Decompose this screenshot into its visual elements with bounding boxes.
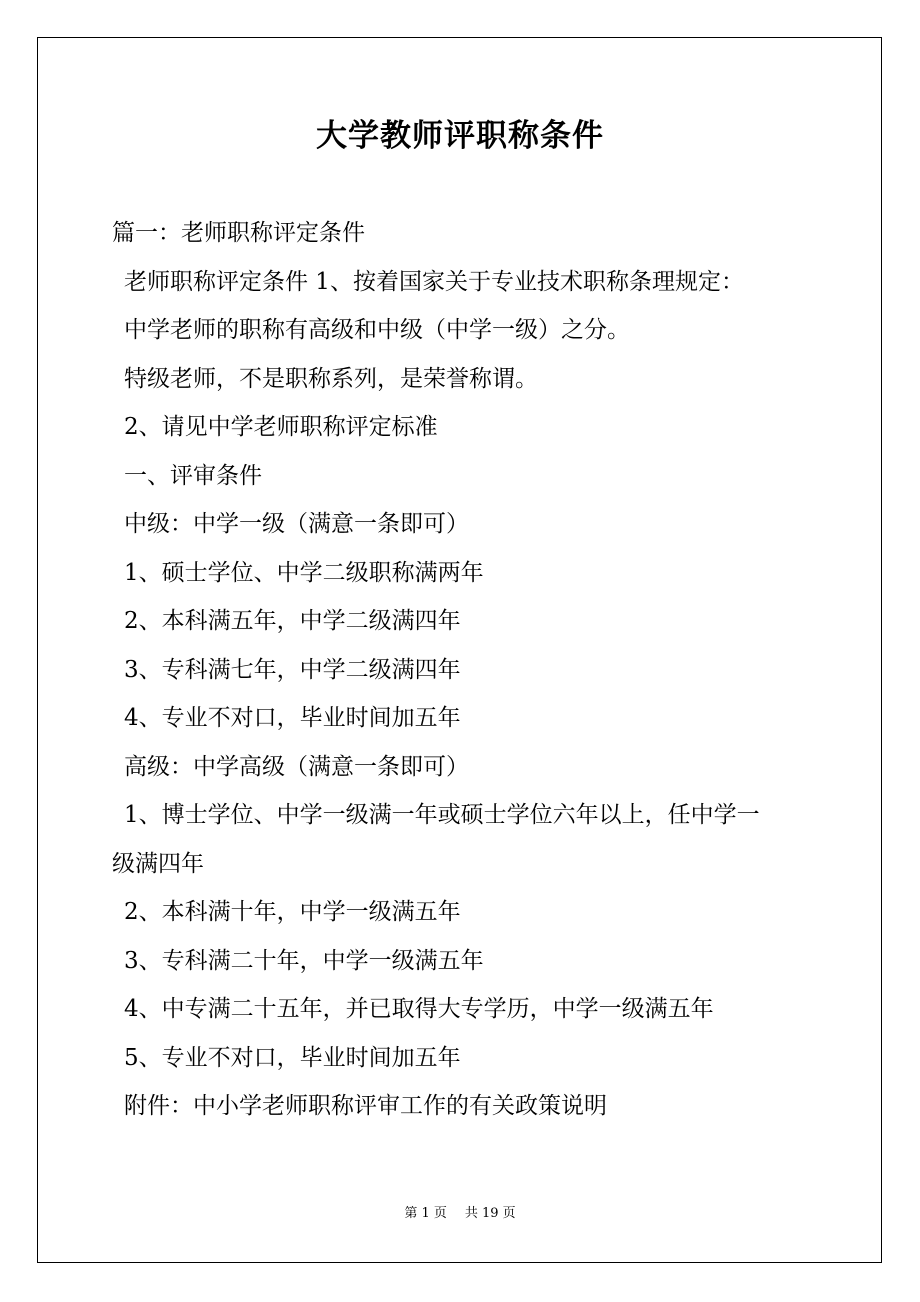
paragraph-line: 老师职称评定条件 1、按着国家关于专业技术职称条理规定： xyxy=(124,268,744,295)
document-title: 大学教师评职称条件 xyxy=(316,118,604,154)
paragraph-line: 2、本科满十年，中学一级满五年 xyxy=(124,899,461,925)
paragraph-line: 4、中专满二十五年，并已取得大专学历，中学一级满五年 xyxy=(124,996,714,1022)
page-total: 共 19 页 xyxy=(464,1206,516,1221)
paragraph-line: 2、请见中学老师职称评定标准 xyxy=(124,414,438,440)
page-number: 第 1 页 xyxy=(404,1206,447,1221)
paragraph-line: 3、专科满七年，中学二级满四年 xyxy=(124,656,461,683)
paragraph-line: 1、博士学位、中学一级满一年或硕士学位六年以上，任中学一 xyxy=(124,802,760,828)
page-footer xyxy=(0,1204,920,1224)
paragraph-line: 一、评审条件 xyxy=(124,462,262,489)
paragraph-line: 3、专科满二十年，中学一级满五年 xyxy=(124,947,484,974)
paragraph-line: 中学老师的职称有高级和中级（中学一级）之分。 xyxy=(124,317,630,343)
paragraph-line: 中级：中学一级（满意一条即可） xyxy=(124,511,469,537)
paragraph-line: 附件：中小学老师职称评审工作的有关政策说明 xyxy=(124,1093,607,1119)
paragraph-line: 特级老师，不是职称系列，是荣誉称谓。 xyxy=(124,365,538,392)
document-body xyxy=(112,209,812,1131)
paragraph-line-continued: 级满四年 xyxy=(112,850,204,877)
paragraph-line: 1、硕士学位、中学二级职称满两年 xyxy=(124,559,484,586)
paragraph-line: 2、本科满五年，中学二级满四年 xyxy=(124,608,461,634)
paragraph-line: 高级：中学高级（满意一条即可） xyxy=(124,753,469,780)
paragraph-line: 5、专业不对口，毕业时间加五年 xyxy=(124,1044,461,1071)
paragraph-line: 4、专业不对口，毕业时间加五年 xyxy=(124,705,461,731)
section-heading: 篇一：老师职称评定条件 xyxy=(112,220,365,246)
